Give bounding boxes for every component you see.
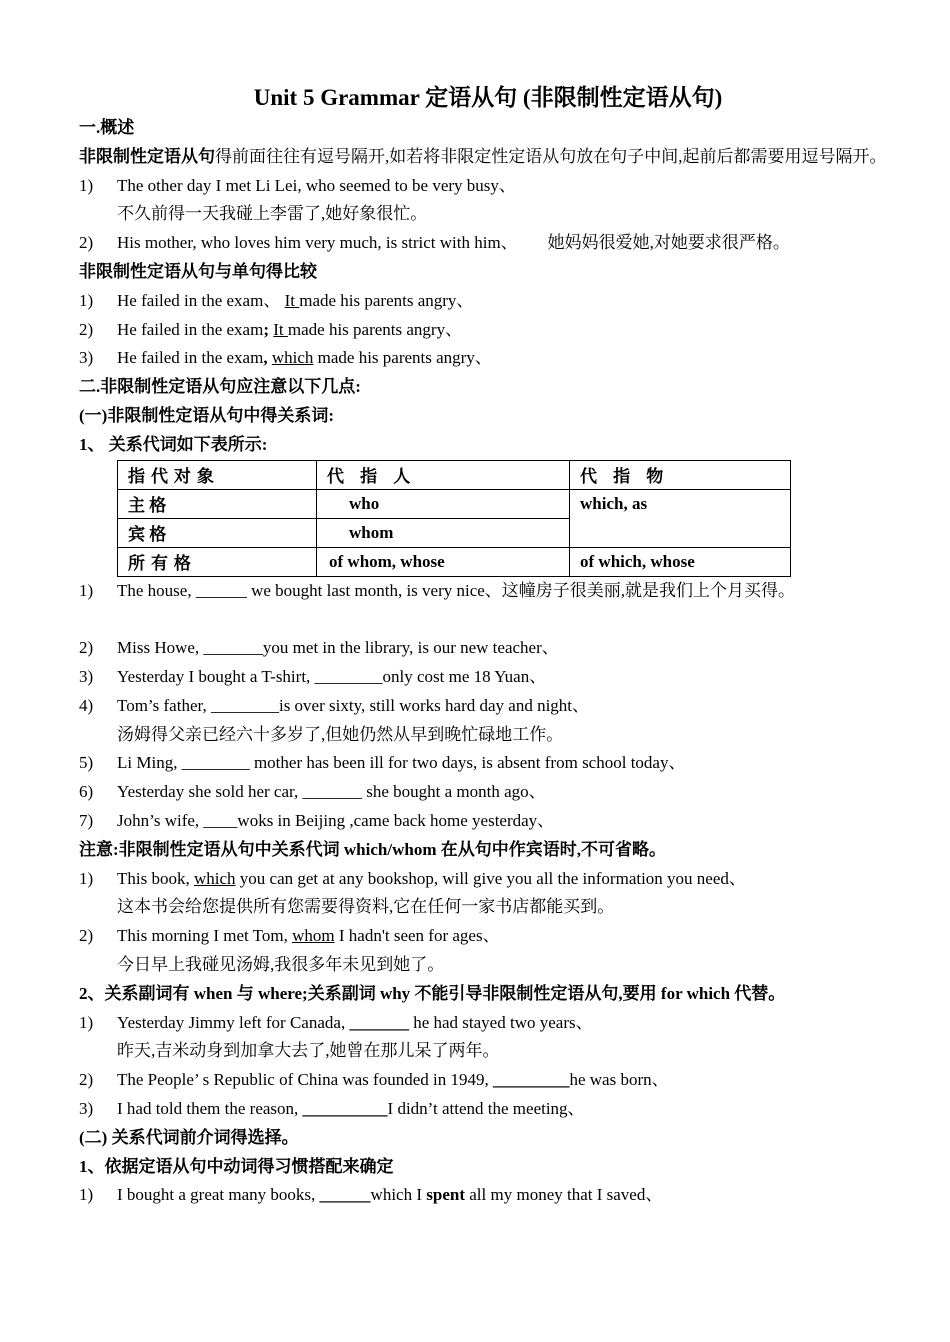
table-cell: who [317, 489, 570, 518]
table-cell: whom [317, 518, 570, 547]
example-item: 2) His mother, who loves him very much, is strict with him、 她妈妈很爱她,对她要求很严格。 [79, 233, 790, 253]
section-heading-notes: 二.非限制性定语从句应注意以下几点: [79, 377, 361, 397]
exercise-item: 2) The People’ s Republic of China was founded in 1949, _________he was born、 [79, 1070, 669, 1090]
table-header-row [118, 460, 791, 489]
comparison-item: 1) He failed in the exam、 It made his parents angry、 [79, 290, 474, 310]
exercise-item: 1) I bought a great many books, ______which I spent all my money that I saved、 [79, 1185, 663, 1205]
example-item: 1) This book, which you can get at any bookshop, will give you all the information you need、 [79, 868, 746, 888]
table-row-label: 所有格 [118, 547, 317, 576]
table-header-cell: 代 指 人 [317, 460, 570, 489]
table-cell: which, as [570, 489, 791, 547]
example-translation: 不久前得一天我碰上李雷了,她好象很忙。 [117, 204, 428, 224]
example-item: 1) The other day I met Li Lei, who seemed to be very busy、 [79, 175, 516, 195]
table-row [118, 547, 791, 576]
comparison-item: 3) He failed in the exam, which made his parents angry、 [79, 348, 492, 368]
section-heading-overview: 一.概述 [79, 118, 135, 137]
page-title: Unit 5 Grammar 定语从句 (非限制性定语从句) [253, 85, 723, 110]
exercise-item: 5) Li Ming, ________ mother has been ill for two days, is absent from school today、 [79, 753, 686, 773]
intro-text: 得前面往往有逗号隔开,如若将非限定性定语从句放在句子中间,起前后都需要用逗号隔开。 [215, 146, 887, 166]
table-header-cell: 代 指 物 [570, 460, 791, 489]
exercise-item: 1) The house, ______ we bought last month, is very nice、这幢房子很美丽,就是我们上个月买得。 [79, 580, 796, 600]
exercise-item: 6) Yesterday she sold her car, _______ she bought a month ago、 [79, 782, 546, 802]
item-heading-relative-adverbs: 2、关系副词有 when 与 where;关系副词 why 不能引导非限制性定语从句,要用 for which 代替。 [79, 983, 786, 1003]
subsection-heading-prepositions: (二) 关系代词前介词得选择。 [79, 1127, 299, 1147]
table-row [118, 489, 791, 518]
intro-paragraph [79, 143, 891, 172]
table-cell: of which, whose [570, 547, 791, 576]
exercise-item: 7) John’s wife, ____woks in Beijing ,came back home yesterday、 [79, 810, 555, 830]
table-row-label: 主 格 [118, 489, 317, 518]
exercise-translation: 汤姆得父亲已经六十多岁了,但她仍然从早到晚忙碌地工作。 [117, 724, 564, 744]
item-heading-relative-pronouns: 1、 关系代词如下表所示: [79, 434, 268, 454]
table-header-cell: 指代对象 [118, 460, 317, 489]
item-heading-verb-collocation: 1、依据定语从句中动词得习惯搭配来确定 [79, 1156, 394, 1176]
intro-bold-term: 非限制性定语从句 [79, 146, 215, 166]
comparison-heading: 非限制性定语从句与单句得比较 [79, 261, 317, 281]
table-row-label: 宾 格 [118, 518, 317, 547]
example-translation: 今日早上我碰见汤姆,我很多年未见到她了。 [117, 954, 445, 974]
comparison-item: 2) He failed in the exam; It made his parents angry、 [79, 319, 463, 339]
exercise-item: 3) Yesterday I bought a T-shirt, ________only cost me 18 Yuan、 [79, 666, 547, 686]
exercise-translation: 昨天,吉米动身到加拿大去了,她曾在那儿呆了两年。 [117, 1041, 500, 1061]
note-heading: 注意:非限制性定语从句中关系代词 which/whom 在从句中作宾语时,不可省略。 [79, 839, 666, 859]
exercise-item: 3) I had told them the reason, __________I didn’t attend the meeting、 [79, 1098, 585, 1118]
exercise-item: 1) Yesterday Jimmy left for Canada, _______ he had stayed two years、 [79, 1012, 593, 1032]
exercise-item: 4) Tom’s father, ________is over sixty, still works hard day and night、 [79, 695, 590, 715]
table-cell: of whom, whose [317, 547, 570, 576]
exercise-item: 2) Miss Howe, _______you met in the library, is our new teacher、 [79, 638, 559, 658]
subsection-heading-relatives: (一)非限制性定语从句中得关系词: [79, 405, 334, 425]
relative-pronoun-table [117, 460, 791, 577]
example-translation: 这本书会给您提供所有您需要得资料,它在任何一家书店都能买到。 [117, 897, 615, 917]
blank-spacer [79, 605, 891, 634]
document-page [79, 82, 891, 1210]
example-item: 2) This morning I met Tom, whom I hadn't seen for ages、 [79, 926, 500, 946]
